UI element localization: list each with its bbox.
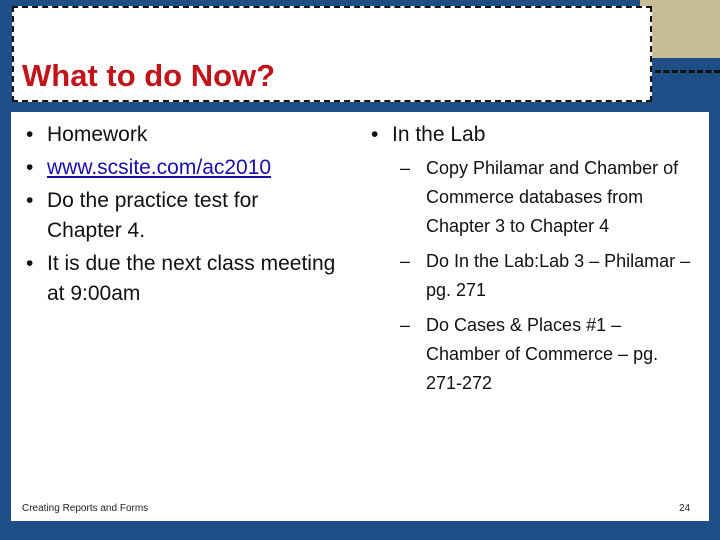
sub-list-item [392, 154, 695, 241]
dash-bullet-icon: – [400, 251, 411, 271]
bullet-icon: • [26, 123, 34, 146]
bullet-icon: • [26, 189, 34, 212]
footer-text: Creating Reports and Forms [22, 503, 149, 514]
list-item [20, 249, 338, 309]
dashed-line [655, 70, 720, 73]
bullet-icon: • [26, 156, 34, 179]
sub-list-item-text: Do In the Lab:Lab 3 – Philamar – pg. 271 [426, 251, 691, 300]
accent-band [640, 0, 720, 58]
list-item [20, 120, 338, 150]
right-bullet-list [365, 120, 695, 404]
list-item-text: It is due the next class meeting at 9:00am [47, 252, 336, 305]
sub-list-item [392, 247, 695, 305]
dash-bullet-icon: – [400, 158, 411, 178]
sub-list-item-text: Do Cases & Places #1 – Chamber of Commerce – pg. 271-272 [426, 315, 659, 393]
list-item [20, 186, 338, 246]
sub-list-item-text: Copy Philamar and Chamber of Commerce databases from Chapter 3 to Chapter 4 [426, 158, 679, 236]
list-item [20, 153, 338, 183]
scsite-link[interactable]: www.scsite.com/ac2010 [47, 156, 272, 179]
slide-title: What to do Now? [22, 58, 276, 93]
list-item-text: Homework [47, 123, 148, 146]
sub-list-item [392, 311, 695, 398]
bullet-icon: • [26, 252, 34, 275]
list-item [365, 120, 695, 398]
page-number: 24 [679, 503, 691, 514]
sub-list [392, 154, 695, 398]
list-heading: In the Lab [392, 123, 486, 146]
left-bullet-list [20, 120, 338, 312]
list-item-text: Do the practice test for Chapter 4. [47, 189, 259, 242]
bullet-icon: • [371, 123, 379, 146]
dash-bullet-icon: – [400, 315, 411, 335]
